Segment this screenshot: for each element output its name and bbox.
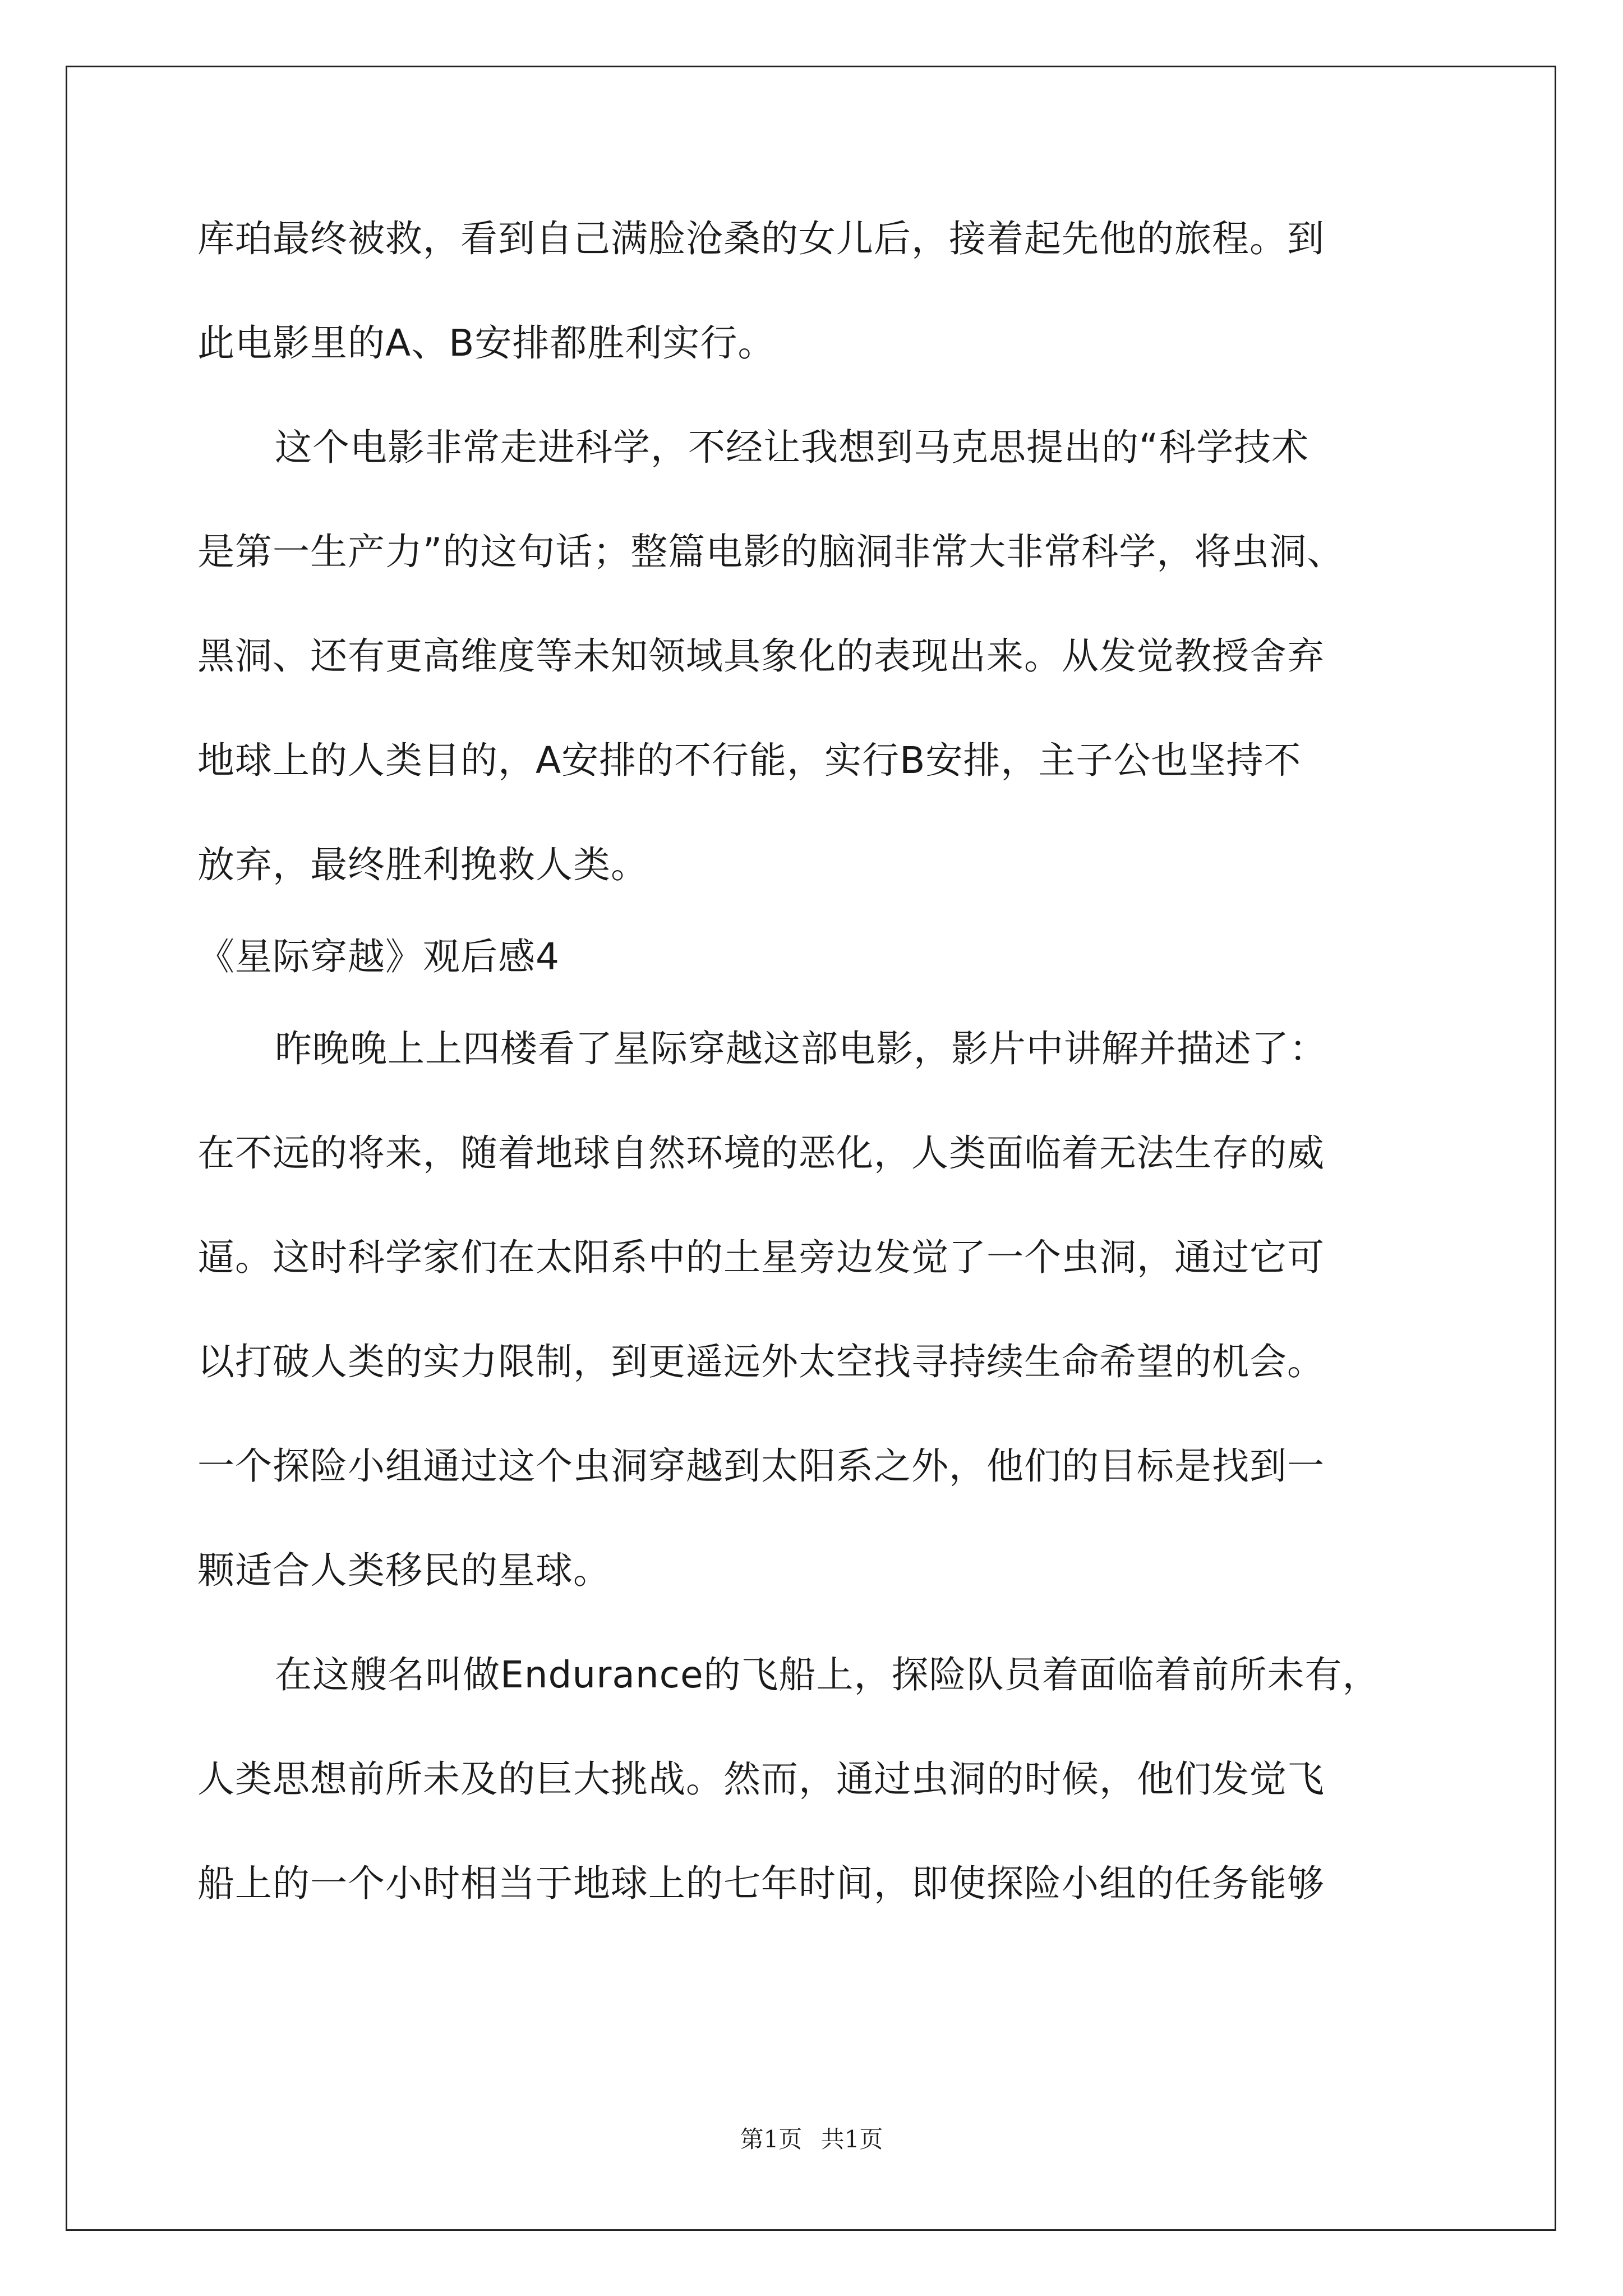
page-footer bbox=[0, 2126, 1623, 2153]
text-line: 一个探险小组通过这个虫洞穿越到太阳系之外，他们的目标是找到一 bbox=[197, 1444, 1325, 1488]
text-line: 在不远的将来，随着地球自然环境的恶化，人类面临着无法生存的威 bbox=[197, 1131, 1325, 1175]
text-line: 逼。这时科学家们在太阳系中的土星旁边发觉了一个虫洞，通过它可 bbox=[197, 1236, 1325, 1279]
text-line: 颗适合人类移民的星球。 bbox=[197, 1549, 611, 1592]
text-line: 黑洞、还有更高维度等未知领域具象化的表现出来。从发觉教授舍弃 bbox=[197, 634, 1325, 678]
text-line: 在这艘名叫做Endurance的飞船上，探险队员着面临着前所未有， bbox=[275, 1653, 1380, 1696]
text-line: 昨晚晚上上四楼看了星际穿越这部电影，影片中讲解并描述了： bbox=[275, 1027, 1327, 1070]
text-line: 以打破人类的实力限制，到更遥远外太空找寻持续生命希望的机会。 bbox=[197, 1340, 1325, 1383]
document-body bbox=[197, 219, 1431, 1968]
text-line: 这个电影非常走进科学，不经让我想到马克思提出的“科学技术 bbox=[275, 426, 1310, 469]
text-line: 地球上的人类目的，A安排的不行能，实行B安排，主子公也坚持不 bbox=[197, 739, 1302, 782]
text-line: 是第一生产力”的这句话；整篇电影的脑洞非常大非常科学，将虫洞、 bbox=[197, 530, 1345, 573]
section-title: 《星际穿越》观后感4 bbox=[197, 935, 560, 978]
text-line: 放弃，最终胜利挽救人类。 bbox=[197, 843, 648, 886]
text-line: 此电影里的A、B安排都胜利实行。 bbox=[197, 321, 776, 365]
text-line: 船上的一个小时相当于地球上的七年时间，即使探险小组的任务能够 bbox=[197, 1862, 1325, 1905]
text-line: 库珀最终被救，看到自己满脸沧桑的女儿后，接着起先他的旅程。到 bbox=[197, 217, 1325, 260]
text-line: 人类思想前所未及的巨大挑战。然而，通过虫洞的时候，他们发觉飞 bbox=[197, 1757, 1325, 1801]
page-number: 第1页 bbox=[740, 2125, 803, 2153]
page-total: 共1页 bbox=[820, 2125, 883, 2153]
